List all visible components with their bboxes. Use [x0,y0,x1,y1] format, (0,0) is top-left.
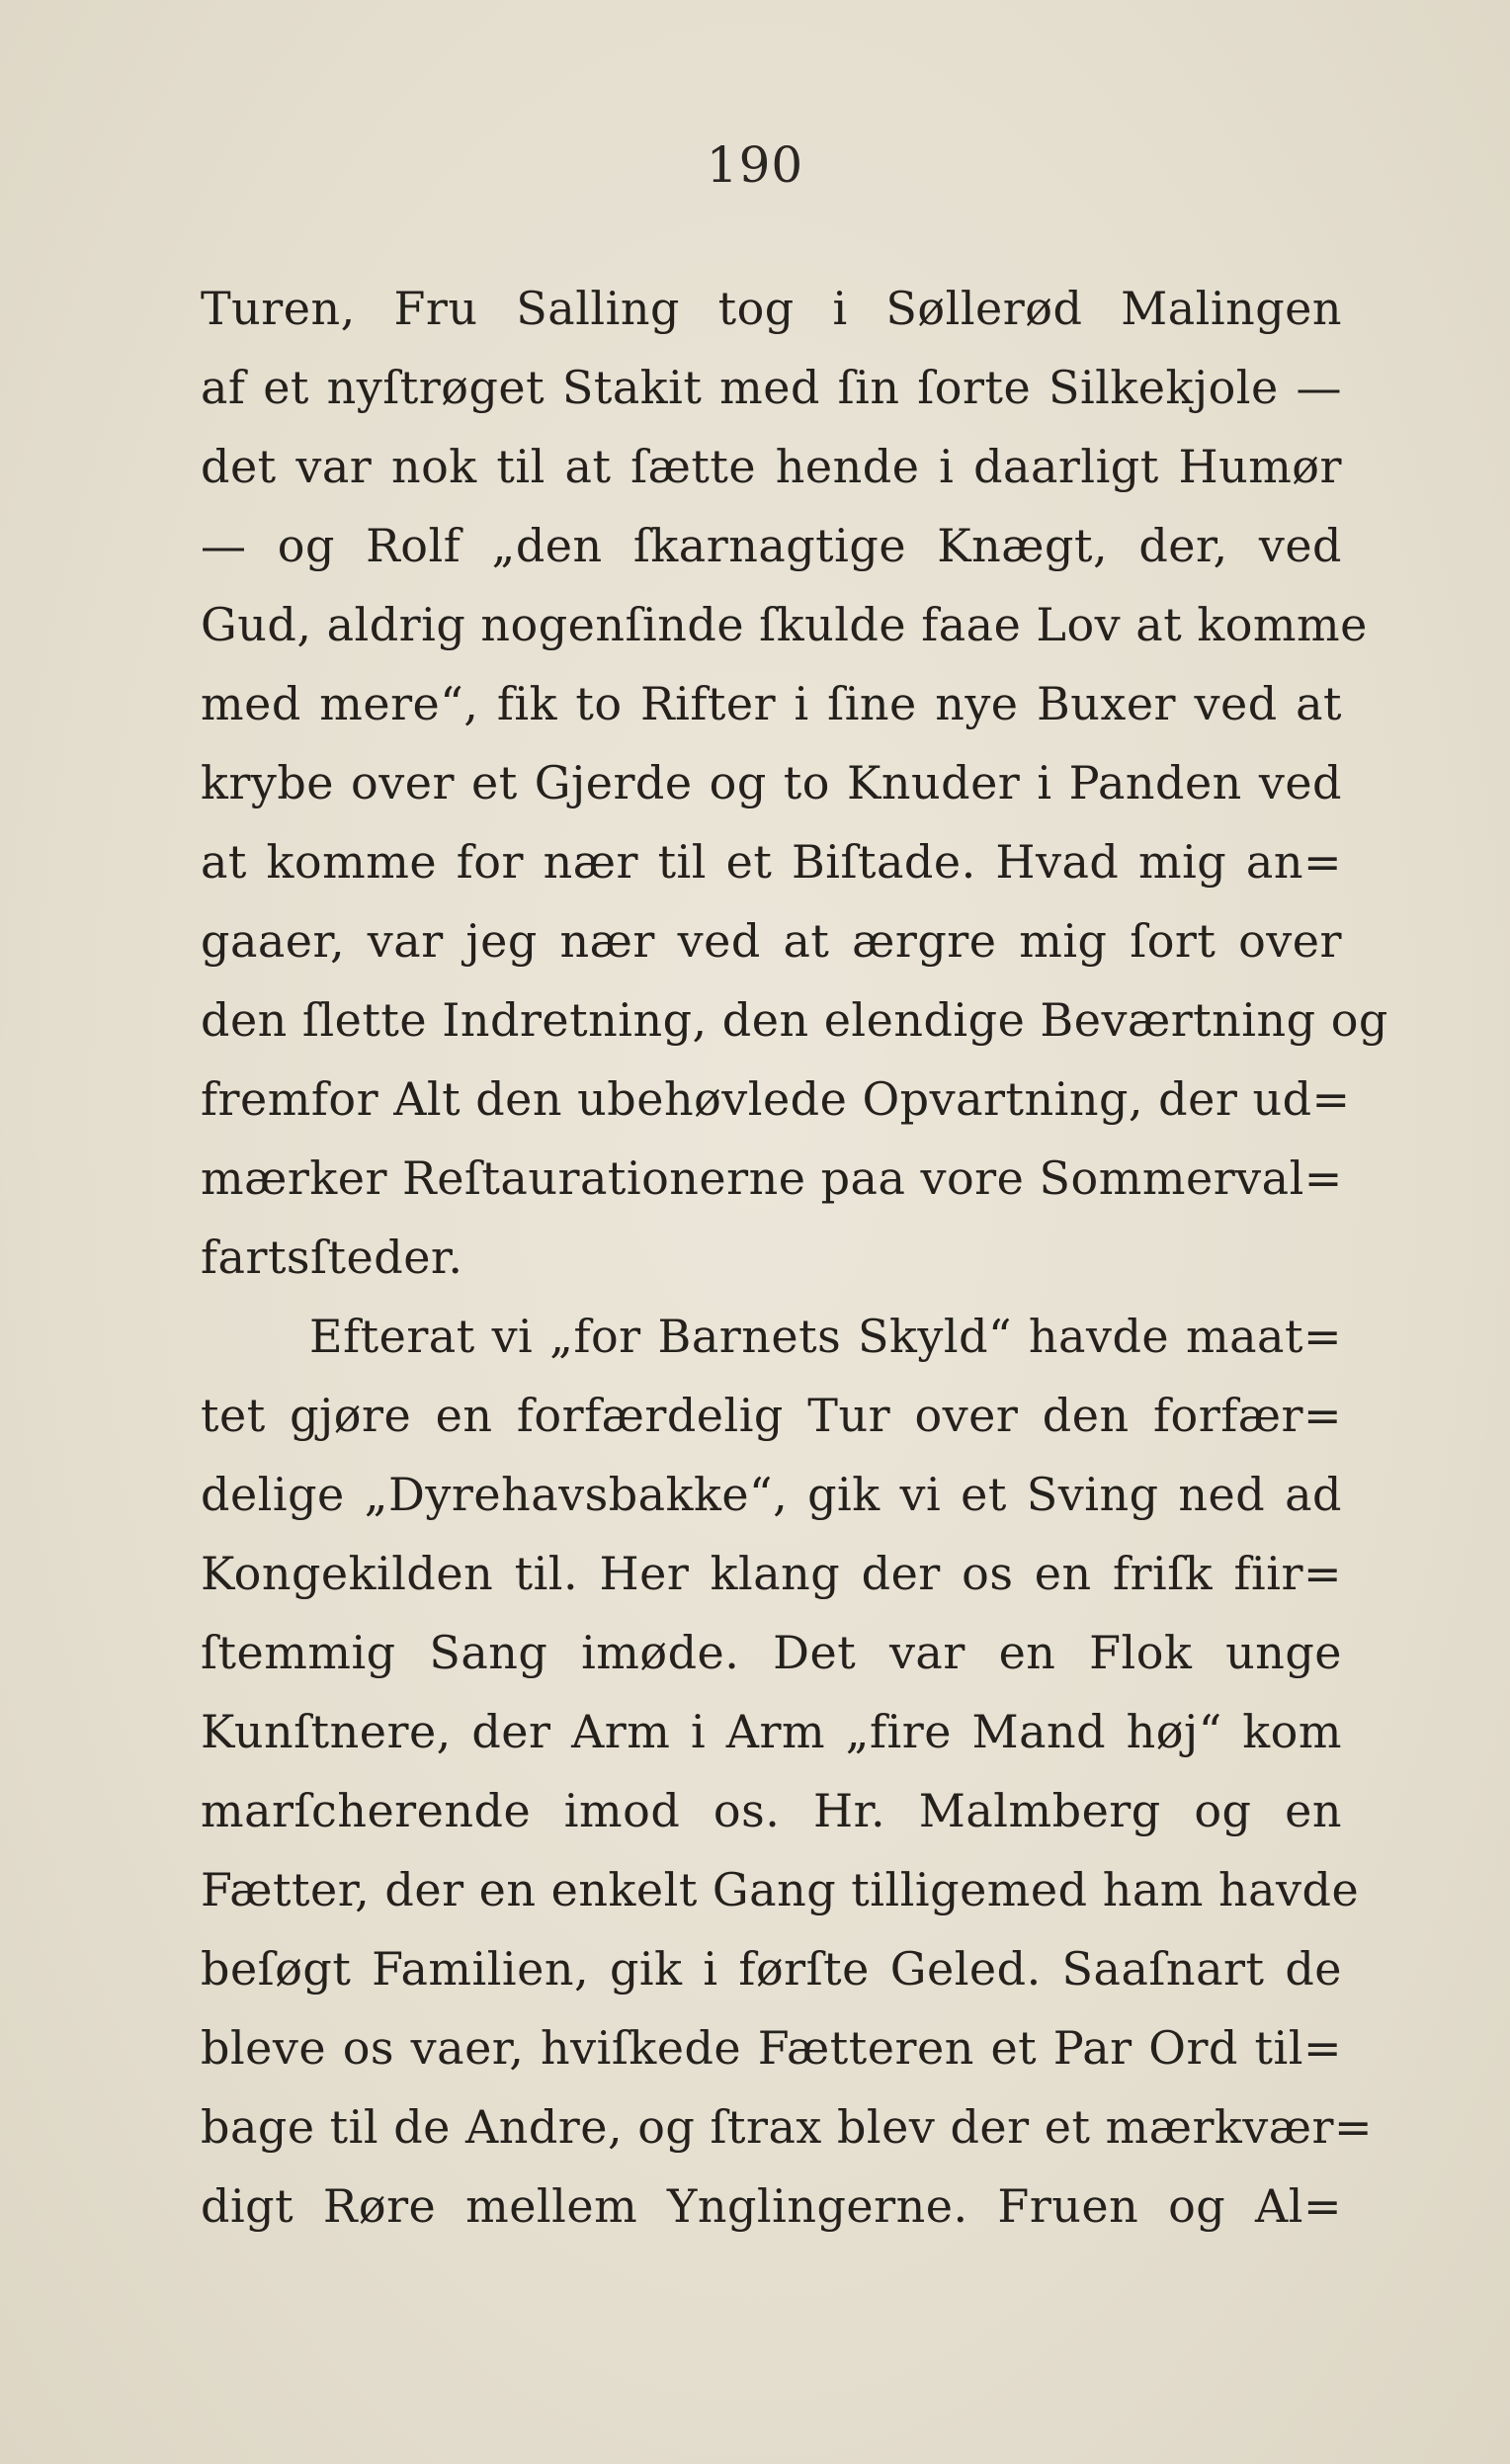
text-line: beſøgt Familien, gik i førſte Geled. Saaſnart de [201,1942,1342,1996]
text-line: den ſlette Indretning, den elendige Beværtning og [201,993,1388,1047]
text-line: at komme for nær til et Biſtade. Hvad mig an= [201,835,1342,889]
text-line: delige „Dyrehavsbakke“, gik vi et Sving ned ad [201,1468,1342,1521]
body-text [201,269,1388,2246]
text-line: — og Rolf „den ſkarnagtige Knægt, der, ved [201,519,1342,572]
text-line: med mere“, fik to Rifter i ſine nye Buxer ved at [201,677,1342,730]
text-line: digt Røre mellem Ynglingerne. Fruen og Al= [201,2179,1342,2233]
text-line: krybe over et Gjerde og to Knuder i Panden ved [201,756,1342,809]
text-line: Gud, aldrig nogenſinde ſkulde faae Lov at komme [201,598,1368,651]
text-line: mærker Reſtaurationerne paa vore Sommerval= [201,1151,1343,1205]
text-line: tet gjøre en forfærdelig Tur over den forfær= [201,1389,1342,1442]
text-line: det var nok til at ſætte hende i daarligt Humør [201,440,1342,493]
text-line: Kongekilden til. Her klang der os en friſk fiir= [201,1547,1342,1600]
text-line: Fætter, der en enkelt Gang tilligemed ham havde [201,1863,1360,1916]
text-line: Turen, Fru Salling tog i Søllerød Malingen [201,282,1342,335]
paragraph-end-line: fartsſteder. [201,1231,463,1284]
text-line: Kunſtnere, der Arm i Arm „fire Mand høj“ kom [201,1705,1342,1758]
paragraph-start-line: Efterat vi „for Barnets Skyld“ havde maat= [309,1310,1342,1363]
text-line: fremfor Alt den ubehøvlede Opvartning, der ud= [201,1072,1351,1126]
text-line: gaaer, var jeg nær ved at ærgre mig ſort over [201,914,1342,968]
text-line: af et nyſtrøget Stakit med ſin ſorte Silkekjole — [201,361,1342,414]
text-line: bleve os vaer, hviſkede Fætteren et Par Ord til= [201,2021,1342,2075]
page-number: 190 [706,136,804,194]
text-line: marſcherende imod os. Hr. Malmberg og en [201,1784,1342,1837]
text-line: ſtemmig Sang imøde. Det var en Flok unge [201,1626,1342,1679]
text-line: bage til de Andre, og ſtrax blev der et mærkvær= [201,2100,1374,2154]
